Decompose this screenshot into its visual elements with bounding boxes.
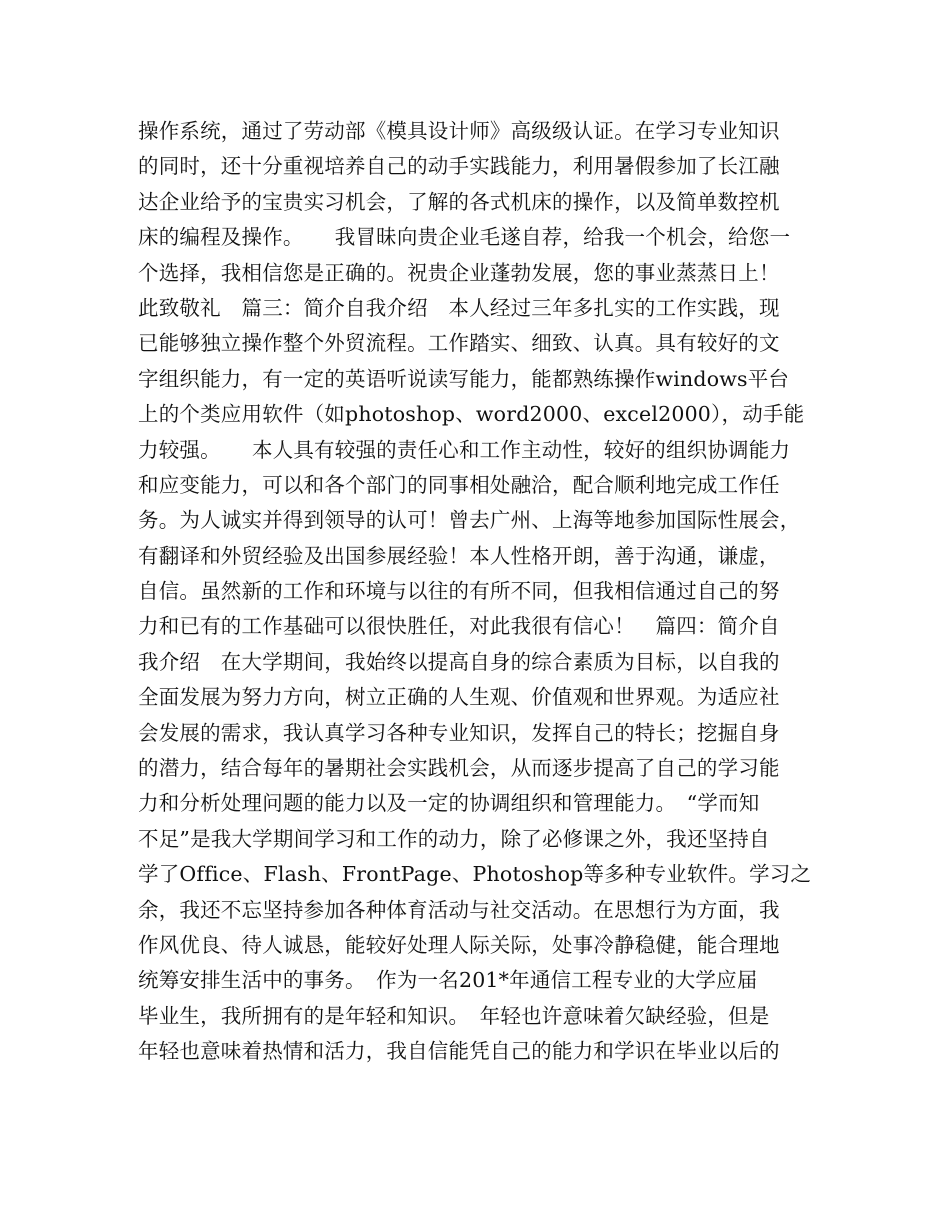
text-line: 会发展的需求，我认真学习各种专业知识，发挥自己的特长；挖掘自身 (138, 720, 780, 745)
text-line: 达企业给予的宝贵实习机会，了解的各式机床的操作，以及简单数控机 (138, 189, 780, 214)
text-line: 学了Office、Flash、FrontPage、Photoshop等多种专业软件。学习之 (138, 862, 812, 887)
text-line: 力较强。 本人具有较强的责任心和工作主动性，较好的组织协调能力 (138, 437, 791, 462)
text-line: 的同时，还十分重视培养自己的动手实践能力，利用暑假参加了长江融 (138, 154, 780, 179)
text-line: 不足”是我大学期间学习和工作的动力，除了必修课之外，我还坚持自 (138, 826, 770, 851)
text-line: 和应变能力，可以和各个部门的同事相处融洽，配合顺利地完成工作任 (138, 472, 780, 497)
text-line: 字组织能力，有一定的英语听说读写能力，能都熟练操作windows平台 (138, 366, 790, 391)
text-line: 有翻译和外贸经验及出国参展经验！本人性格开朗，善于沟通，谦虚， (138, 543, 780, 568)
document-body (138, 114, 818, 1070)
text-line: 作风优良、待人诚恳，能较好处理人际关际，处事冷静稳健，能合理地 (138, 932, 780, 957)
text-line: 务。为人诚实并得到领导的认可！曾去广州、上海等地参加国际性展会， (138, 508, 801, 533)
text-line: 力和已有的工作基础可以很快胜任，对此我很有信心！ 篇四：简介自 (138, 614, 780, 639)
text-line: 全面发展为努力方向，树立正确的人生观、价值观和世界观。为适应社 (138, 685, 780, 710)
text-line: 的潜力，结合每年的暑期社会实践机会，从而逐步提高了自己的学习能 (138, 756, 780, 781)
text-line: 自信。虽然新的工作和环境与以往的有所不同，但我相信通过自己的努 (138, 579, 780, 604)
text-line: 年轻也意味着热情和活力，我自信能凭自己的能力和学识在毕业以后的 (138, 1039, 780, 1064)
text-line: 个选择，我相信您是正确的。祝贵企业蓬勃发展，您的事业蒸蒸日上！ (138, 260, 780, 285)
text-line: 上的个类应用软件（如photoshop、word2000、excel2000），动手能 (138, 402, 805, 427)
text-line: 统筹安排生活中的事务。 作为一名201*年通信工程专业的大学应届 (138, 968, 758, 993)
text-line: 已能够独立操作整个外贸流程。工作踏实、细致、认真。具有较好的文 (138, 331, 780, 356)
text-line: 我介绍 在大学期间，我始终以提高自身的综合素质为目标，以自我的 (138, 649, 780, 674)
text-line: 余，我还不忘坚持参加各种体育活动与社交活动。在思想行为方面，我 (138, 897, 780, 922)
text-line: 操作系统，通过了劳动部《模具设计师》高级级认证。在学习专业知识 (138, 119, 780, 143)
text-line: 床的编程及操作。 我冒昧向贵企业毛遂自荐，给我一个机会，给您一 (138, 225, 791, 250)
text-line: 此致敬礼 篇三：简介自我介绍 本人经过三年多扎实的工作实践，现 (138, 295, 780, 320)
text-line: 毕业生，我所拥有的是年轻和知识。 年轻也许意味着欠缺经验，但是 (138, 1003, 770, 1028)
text-line: 力和分析处理问题的能力以及一定的协调组织和管理能力。 “学而知 (138, 791, 760, 816)
